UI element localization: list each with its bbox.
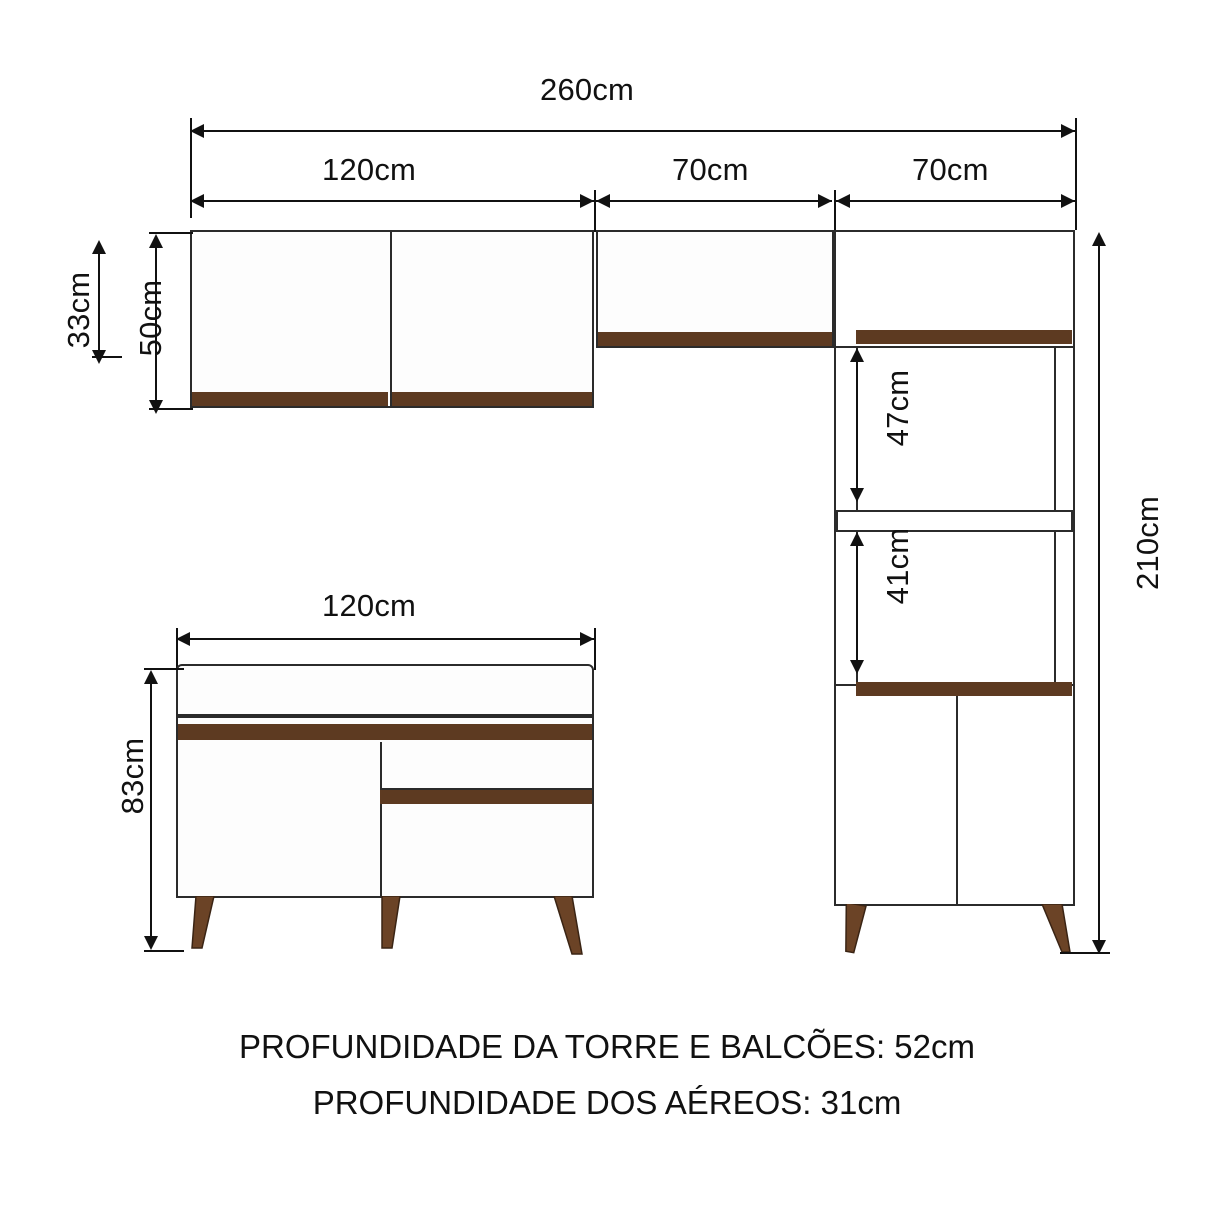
arrow-right-counter-width (580, 632, 594, 646)
dimension-upper-left-width: 120cm (322, 152, 417, 187)
tower-middle-shelf (836, 510, 1073, 532)
dimension-line-upper-door-height (98, 244, 100, 358)
dimension-line-counter-width (176, 638, 594, 640)
arrow-up-counter-height (144, 670, 158, 684)
dimension-line-counter-height (150, 676, 152, 948)
arrow-right-total-width (1061, 124, 1075, 138)
dimension-line-niche-top (856, 352, 858, 496)
arrow-left-upper-left (190, 194, 204, 208)
arrow-down-upper-cabinet-height (149, 400, 163, 414)
dimension-line-upper-right (836, 200, 1075, 202)
dimension-line-upper-cabinet-height (155, 240, 157, 412)
dimension-counter-height: 83cm (115, 737, 150, 815)
ext-line-seg-1 (594, 190, 596, 232)
arrow-left-upper-mid (596, 194, 610, 208)
tower-bottom-door-divider (956, 696, 958, 906)
counter-drawer-handle-middle (380, 790, 592, 804)
dimension-upper-door-height: 33cm (61, 271, 96, 349)
arrow-up-upper-cabinet-height (149, 234, 163, 248)
upper-mid-cabinet (596, 230, 834, 348)
ext-tick-upper-door-bottom (92, 356, 122, 358)
ext-line-seg-2 (834, 190, 836, 232)
arrow-up-niche-top (850, 348, 864, 362)
dimension-niche-top-height: 47cm (880, 369, 915, 447)
tower-bottom-cabinet-handle (856, 682, 1072, 696)
upper-mid-cabinet-handle (598, 332, 832, 346)
arrow-right-upper-left (580, 194, 594, 208)
ext-tick-upper-cabinet-top (149, 232, 193, 234)
dimension-counter-width: 120cm (322, 588, 417, 623)
arrow-up-tower-height (1092, 232, 1106, 246)
dimension-total-width: 260cm (540, 72, 635, 107)
dimension-tower-total-height: 210cm (1130, 495, 1165, 591)
ext-tick-counter-bottom (144, 950, 184, 952)
ext-tick-counter-top (144, 668, 184, 670)
counter-top (176, 664, 594, 716)
dimension-upper-right-width: 70cm (912, 152, 989, 187)
dimension-line-upper-left (190, 200, 594, 202)
dimension-line-upper-mid (596, 200, 832, 202)
upper-left-cabinet (190, 230, 594, 408)
arrow-right-upper-right (1061, 194, 1075, 208)
tower-top-cabinet-handle (856, 330, 1072, 344)
ext-line-counter-right (594, 628, 596, 670)
arrow-right-upper-mid (818, 194, 832, 208)
arrow-left-total-width (190, 124, 204, 138)
arrow-left-upper-right (836, 194, 850, 208)
dimension-upper-cabinet-height: 50cm (133, 279, 168, 357)
arrow-up-upper-door-height (92, 240, 106, 254)
dimension-upper-mid-width: 70cm (672, 152, 749, 187)
dimension-niche-bottom-height: 41cm (880, 527, 915, 605)
ext-tick-tower-bottom (1060, 952, 1110, 954)
arrow-up-niche-bottom (850, 532, 864, 546)
counter-drawer-handle-top (178, 724, 592, 740)
tower-top-cabinet-bottom (836, 346, 1073, 348)
dimension-line-total-width (190, 130, 1075, 132)
dimension-line-tower-height (1098, 238, 1100, 952)
counter-body (176, 716, 594, 898)
ext-tick-upper-cabinet-bottom (149, 408, 193, 410)
ext-line-counter-left (176, 628, 178, 670)
arrow-down-niche-bottom (850, 660, 864, 674)
upper-left-cabinet-door-divider (390, 232, 392, 406)
upper-left-cabinet-handle-left (192, 392, 388, 406)
upper-left-cabinet-handle-right (392, 392, 592, 406)
arrow-down-niche-top (850, 488, 864, 502)
ext-line-total-right (1075, 118, 1077, 230)
footer-depth-tower: PROFUNDIDADE DA TORRE E BALCÕES: 52cm (239, 1028, 975, 1065)
footer-depth-upper: PROFUNDIDADE DOS AÉREOS: 31cm (312, 1084, 902, 1121)
counter-drawer-split (380, 788, 592, 790)
arrow-down-counter-height (144, 936, 158, 950)
counter-door-divider (380, 742, 382, 896)
arrow-left-counter-width (176, 632, 190, 646)
dimension-line-niche-bottom (856, 536, 858, 668)
